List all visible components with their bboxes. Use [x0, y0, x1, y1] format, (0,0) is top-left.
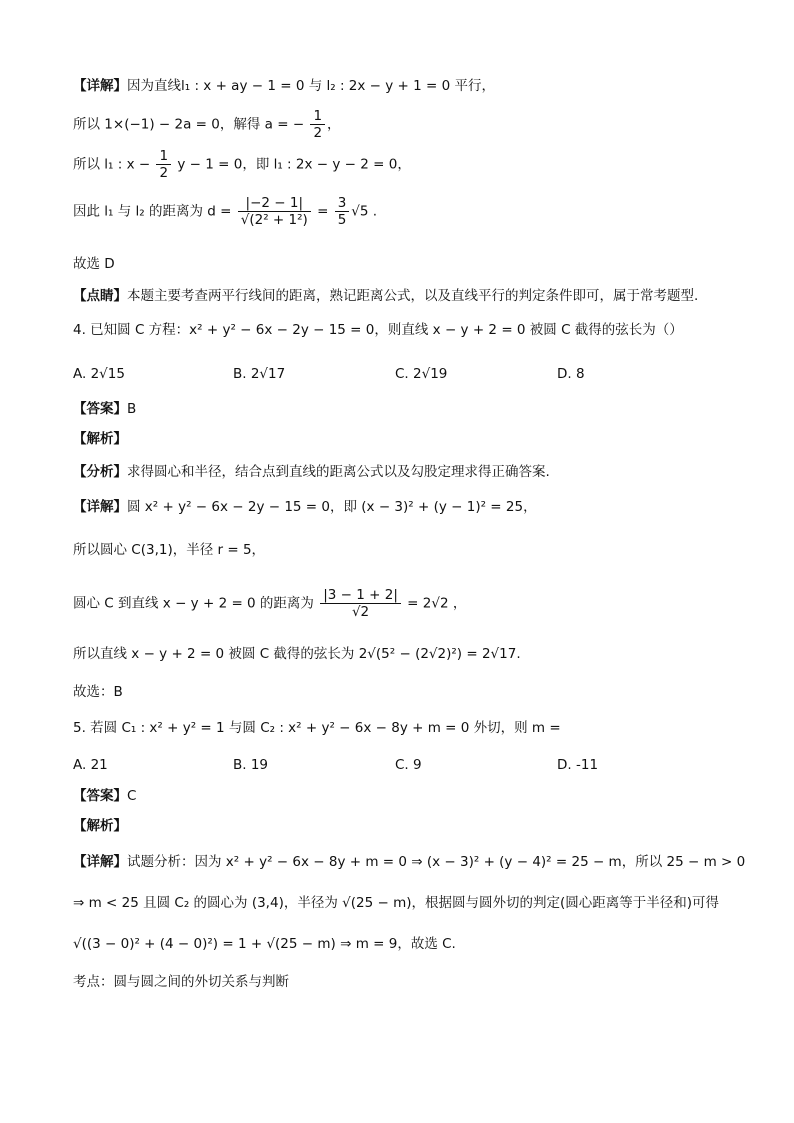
detail-4: [73, 499, 754, 515]
text: 所以 l₁ : x −: [73, 156, 155, 173]
comment-line: [73, 288, 754, 304]
text: 试题分析：因为 x² + y² − 6x − 8y + m = 0 ⇒ (x − 3)² + (y − 4)² = 25 − m，所以 25 − m > 0: [127, 854, 746, 870]
analysis-5-label: [73, 818, 754, 834]
detail-5: [73, 854, 754, 870]
denominator: √2: [351, 604, 370, 621]
numerator: 1: [310, 108, 325, 125]
text: 因为直线l₁ : x + ay − 1 = 0 与 l₂ : 2x − y + 1 = 0 平行，: [127, 78, 495, 94]
text: B: [127, 401, 137, 417]
text: 圆 x² + y² − 6x − 2y − 15 = 0，即 (x − 3)² + (y − 1)² = 25，: [127, 499, 537, 515]
fraction-l1: [156, 148, 171, 181]
option-c: C. 9: [395, 757, 422, 773]
text: y − 1 = 0，即 l₁ : 2x − y − 2 = 0，: [177, 156, 411, 173]
text: 故选 D: [73, 256, 115, 272]
text: √5 .: [351, 203, 378, 220]
detail-line-4: [73, 195, 754, 228]
option-d: D. -11: [557, 757, 599, 773]
center-line: [73, 542, 754, 558]
analysis-4-label: [73, 431, 754, 447]
section-label: 【解析】: [73, 431, 127, 447]
option-c: C. 2√19: [395, 366, 448, 382]
text: 4. 已知圆 C 方程：x² + y² − 6x − 2y − 15 = 0，则直线 x − y + 2 = 0 被圆 C 截得的弦长为（）: [73, 322, 683, 338]
distance-line: [73, 587, 754, 620]
fraction-three-fifths: [335, 195, 350, 228]
text: 求得圆心和半径，结合点到直线的距离公式以及勾股定理求得正确答案.: [127, 464, 550, 480]
text: 所以直线 x − y + 2 = 0 被圆 C 截得的弦长为 2√(5² − (2√2)²) = 2√17.: [73, 646, 521, 662]
numerator: |−2 − 1|: [238, 195, 311, 212]
question-5: [73, 720, 754, 736]
numerator: |3 − 1 + 2|: [320, 587, 401, 604]
text: 所以 1×(−1) − 2a = 0，解得 a = −: [73, 116, 305, 133]
section-label: 【答案】: [73, 401, 127, 417]
section-label: 【点睛】: [73, 288, 127, 304]
text: ，: [327, 116, 341, 133]
text: 所以圆心 C(3,1)，半径 r = 5，: [73, 542, 266, 558]
fraction-dist: [320, 587, 401, 620]
detail-5b: [73, 895, 754, 911]
text: 本题主要考查两平行线间的距离，熟记距离公式，以及直线平行的判定条件即可，属于常考题型.: [127, 288, 699, 304]
option-d: D. 8: [557, 366, 585, 382]
option-a: A. 2√15: [73, 366, 125, 382]
text: C: [127, 788, 137, 804]
keypoint-5: [73, 974, 754, 990]
detail-line-2: [73, 108, 754, 141]
text: ⇒ m < 25 且圆 C₂ 的圆心为 (3,4)，半径为 √(25 − m)，根据圆与圆外切的判定(圆心距离等于半径和)可得: [73, 895, 720, 911]
text: 因此 l₁ 与 l₂ 的距离为 d =: [73, 203, 236, 220]
detail-5c: [73, 936, 754, 952]
answer-line: [73, 256, 754, 272]
question-4: [73, 322, 754, 338]
section-label: 【解析】: [73, 818, 127, 834]
text: 故选：B: [73, 684, 123, 700]
denominator: 5: [337, 212, 347, 229]
text: =: [312, 203, 333, 220]
option-a: A. 21: [73, 757, 108, 773]
denominator: 2: [313, 125, 323, 142]
numerator: 3: [335, 195, 350, 212]
fraction-distance: [238, 195, 311, 228]
answer-4: [73, 401, 754, 417]
detail-line-1: [73, 78, 754, 94]
analysis-4: [73, 464, 754, 480]
section-label: 【分析】: [73, 464, 127, 480]
option-b: B. 19: [233, 757, 269, 773]
text: 考点：圆与圆之间的外切关系与判断: [73, 974, 289, 990]
text: 5. 若圆 C₁ : x² + y² = 1 与圆 C₂ : x² + y² − 6x − 8y + m = 0 外切，则 m =: [73, 720, 561, 736]
answer-5: [73, 788, 754, 804]
numerator: 1: [156, 148, 171, 165]
section-label: 【详解】: [73, 499, 127, 515]
denominator: 2: [159, 165, 169, 182]
section-label: 【详解】: [73, 78, 127, 94]
detail-line-3: [73, 148, 754, 181]
text: = 2√2 ，: [402, 595, 467, 612]
option-b: B. 2√17: [233, 366, 286, 382]
text: 圆心 C 到直线 x − y + 2 = 0 的距离为: [73, 595, 319, 612]
denominator: √(2² + 1²): [240, 212, 308, 229]
answer-b: [73, 684, 754, 700]
chord-line: [73, 646, 754, 662]
section-label: 【详解】: [73, 854, 127, 870]
text: √((3 − 0)² + (4 − 0)²) = 1 + √(25 − m) ⇒ m = 9，故选 C.: [73, 936, 456, 952]
fraction-half: [310, 108, 325, 141]
section-label: 【答案】: [73, 788, 127, 804]
